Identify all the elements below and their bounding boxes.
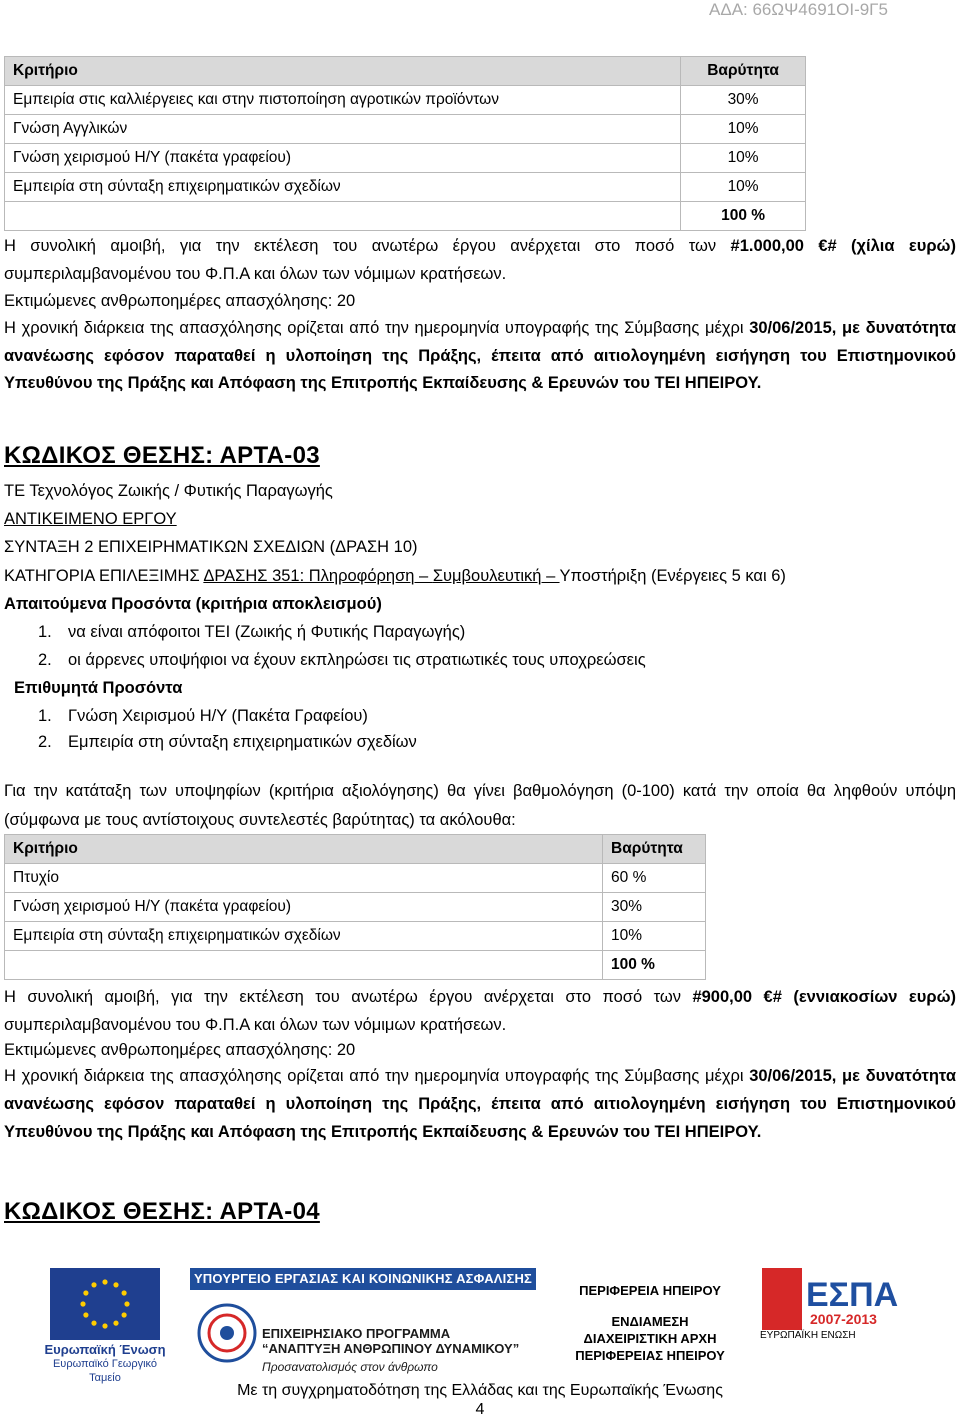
table-row <box>5 173 806 202</box>
eu-flag-background <box>50 1268 160 1340</box>
program-name: ΕΠΙΧΕΙΡΗΣΙΑΚΟ ΠΡΟΓΡΑΜΜΑ “ΑΝΑΠΤΥΞΗ ΑΝΘΡΩΠΙΝΟΥ ΔΥΝΑΜΙΚΟΥ” <box>262 1326 520 1356</box>
criterion-cell: Γνώση Αγγλικών <box>5 115 681 144</box>
espa-logo-icon <box>762 1268 912 1330</box>
eu-flag-icon <box>50 1268 160 1340</box>
eu-star <box>83 1312 88 1317</box>
weight-cell: 30% <box>681 86 806 115</box>
weight-cell: 60 % <box>603 864 706 893</box>
header-weight: Βαρύτητα <box>681 57 806 86</box>
table-row <box>5 144 806 173</box>
eu-name: Ευρωπαϊκή Ένωση <box>44 1342 166 1357</box>
payment-amount: #900,00 €# (εννιακοσίων ευρώ) <box>692 988 956 1006</box>
list-item: 1. να είναι απόφοιτοι ΤΕΙ (Ζωικής ή Φυτικής Παραγωγής) <box>38 623 466 641</box>
table-row <box>5 893 706 922</box>
ada-code: ΑΔΑ: 66ΩΨ4691ΟΙ-9Γ5 <box>709 0 888 19</box>
duration-terms: 30/06/2015, με δυνατότητα ανανέωσης εφόσον παραταθεί η υλοποίηση της Πράξης, έπειτα από αιτιολογημένη εισήγηση του Επιστημονικού Υπευθύνου της Πράξης και Απόφαση της Επιτροπής Εκπαίδευσης & Ερευνών του ΤΕΙ ΗΠΕΙΡΟΥ. <box>4 319 956 392</box>
payment-paragraph-1: Η συνολική αμοιβή, για την εκτέλεση του ανωτέρω έργου ανέρχεται στο ποσό των #1.000,00 €# (χίλια ευρώ) συμπεριλαμβανομένου του Φ.Π.Α και όλων των νόμιμων κρατήσεων. <box>4 237 956 283</box>
header-criterion: Κριτήριο <box>5 835 603 864</box>
weight-cell: 10% <box>681 173 806 202</box>
weight-cell: 10% <box>681 115 806 144</box>
table-total-row <box>5 202 806 231</box>
duration-terms: 30/06/2015, με δυνατότητα ανανέωσης εφόσον παραταθεί η υλοποίηση της Πράξης, έπειτα από αιτιολογημένη εισήγηση του Επιστημονικού Υπευθύνου της Πράξης και Απόφαση της Επιτροπής Εκπαίδευσης & Ερευνών του ΤΕΙ ΗΠΕΙΡΟΥ. <box>4 1067 956 1141</box>
table-row <box>5 922 706 951</box>
table-total-row <box>5 951 706 980</box>
specialty: ΤΕ Τεχνολόγος Ζωικής / Φυτικής Παραγωγής <box>4 482 333 500</box>
total-weight: 100 % <box>681 202 806 231</box>
eu-star <box>124 1301 129 1306</box>
table-row <box>5 86 806 115</box>
weight-cell: 10% <box>681 144 806 173</box>
header-weight: Βαρύτητα <box>603 835 706 864</box>
eu-star <box>83 1290 88 1295</box>
eu-star <box>122 1312 127 1317</box>
list-item: 1. Γνώση Χειρισμού Η/Υ (Πακέτα Γραφείου) <box>38 707 368 725</box>
eu-star <box>113 1321 118 1326</box>
table-row <box>5 115 806 144</box>
program-logo-icon <box>196 1302 258 1364</box>
espa-red-block <box>762 1268 802 1330</box>
page-number: 4 <box>475 1401 485 1418</box>
eu-fund: Ευρωπαϊκό Γεωργικό Ταμείο <box>52 1358 158 1384</box>
criteria-table-2 <box>4 834 706 980</box>
payment-amount: #1.000,00 €# (χίλια ευρώ) <box>730 237 956 255</box>
eu-star <box>91 1282 96 1287</box>
program-slogan: Προσανατολισμός στον άνθρωπο <box>262 1360 438 1374</box>
eu-star <box>80 1301 85 1306</box>
region-name: ΠΕΡΙΦΕΡΕΙΑ ΗΠΕΙΡΟΥ <box>579 1283 721 1298</box>
section-title-arta-03: ΚΩΔΙΚΟΣ ΘΕΣΗΣ: ΑΡΤΑ-03 <box>4 442 320 469</box>
table-header-row <box>5 835 706 864</box>
desired-heading: Επιθυμητά Προσόντα <box>14 679 183 697</box>
duration-paragraph-1: Η χρονική διάρκεια της απασχόλησης ορίζεται από την ημερομηνία υπογραφής της Σύμβασης μέχρι 30/06/2015, με δυνατότητα ανανέωσης εφόσον παραταθεί η υλοποίηση της Πράξης, έπειτα από αιτιολογημένη εισήγηση του Επιστημονικού Υπευθύνου της Πράξης και Απόφαση της Επιτροπής Εκπαίδευσης & Ερευνών του ΤΕΙ ΗΠΕΙΡΟΥ. <box>4 319 956 392</box>
object-text: ΣΥΝΤΑΞΗ 2 ΕΠΙΧΕΙΡΗΜΑΤΙΚΩΝ ΣΧΕΔΙΩΝ (ΔΡΑΣΗ 10) <box>4 538 418 556</box>
table-header-row <box>5 57 806 86</box>
section-title-arta-04: ΚΩΔΙΚΟΣ ΘΕΣΗΣ: ΑΡΤΑ-04 <box>4 1198 320 1225</box>
evaluation-paragraph: Για την κατάταξη των υποψηφίων (κριτήρια αξιολόγησης) θα γίνει βαθμολόγηση (0-100) κατά την οποία θα ληφθούν υπόψη (σύμφωνα με τους αντίστοιχους συντελεστές βαρύτητας) τα ακόλουθα: <box>4 782 956 829</box>
total-weight: 100 % <box>603 951 706 980</box>
criterion-cell: Γνώση χειρισμού Η/Υ (πακέτα γραφείου) <box>5 893 603 922</box>
espa-years: 2007-2013 <box>810 1311 877 1327</box>
eu-star <box>113 1282 118 1287</box>
criterion-cell: Εμπειρία στις καλλιέργειες και στην πιστοποίηση αγροτικών προϊόντων <box>5 86 681 115</box>
criterion-cell: Πτυχίο <box>5 864 603 893</box>
criterion-cell: Εμπειρία στη σύνταξη επιχειρηματικών σχεδίων <box>5 173 681 202</box>
man-days: Εκτιμώμενες ανθρωποημέρες απασχόλησης: 20 <box>4 1041 356 1059</box>
duration-paragraph-2: Η χρονική διάρκεια της απασχόλησης ορίζεται από την ημερομηνία υπογραφής της Σύμβασης μέχρι 30/06/2015, με δυνατότητα ανανέωσης εφόσον παραταθεί η υλοποίηση της Πράξης, έπειτα από αιτιολογημένη εισήγηση του Επιστημονικού Υπευθύνου της Πράξης και Απόφαση της Επιτροπής Εκπαίδευσης & Ερευνών του ΤΕΙ ΗΠΕΙΡΟΥ. <box>4 1067 956 1141</box>
criterion-cell: Γνώση χειρισμού Η/Υ (πακέτα γραφείου) <box>5 144 681 173</box>
payment-paragraph-2: Η συνολική αμοιβή, για την εκτέλεση του ανωτέρω έργου ανέρχεται στο ποσό των #900,00 €# (εννιακοσίων ευρώ) συμπεριλαμβανομένου του Φ.Π.Α και όλων των νόμιμων κρατήσεων. <box>4 988 956 1034</box>
object-heading: ΑΝΤΙΚΕΙΜΕΝΟ ΕΡΓΟΥ <box>4 510 177 528</box>
header-criterion: Κριτήριο <box>5 57 681 86</box>
program-logo-core <box>220 1326 234 1340</box>
man-days: Εκτιμώμενες ανθρωποημέρες απασχόλησης: 20 <box>4 292 356 310</box>
eu-star <box>102 1279 107 1284</box>
weight-cell: 30% <box>603 893 706 922</box>
ministry-banner: ΥΠΟΥΡΓΕΙΟ ΕΡΓΑΣΙΑΣ ΚΑΙ ΚΟΙΝΩΝΙΚΗΣ ΑΣΦΑΛΙΣΗΣ <box>190 1268 536 1290</box>
list-item: 2. οι άρρενες υποψήφιοι να έχουν εκπληρώσει τις στρατιωτικές τους υποχρεώσεις <box>38 651 646 669</box>
cofunding-text: Με τη συγχρηματοδότηση της Ελλάδας και της Ευρωπαϊκής Ένωσης <box>237 1382 723 1399</box>
eu-star <box>102 1323 107 1328</box>
weight-cell: 10% <box>603 922 706 951</box>
espa-wordmark: ΕΣΠΑ <box>806 1276 899 1314</box>
list-item: 2. Εμπειρία στη σύνταξη επιχειρηματικών σχεδίων <box>38 733 417 751</box>
table-row <box>5 864 706 893</box>
criterion-cell: Εμπειρία στη σύνταξη επιχειρηματικών σχεδίων <box>5 922 603 951</box>
managing-authority: ΠΕΡΙΦΕΡΕΙΑ ΗΠΕΙΡΟΥ ΕΝΔΙΑΜΕΣΗ ΔΙΑΧΕΙΡΙΣΤΙΚΗ ΑΡΧΗ ΠΕΡΙΦΕΡΕΙΑΣ ΗΠΕΙΡΟΥ <box>560 1282 740 1364</box>
required-heading: Απαιτούμενα Προσόντα (κριτήρια αποκλεισμού) <box>4 595 382 613</box>
eu-star <box>122 1290 127 1295</box>
espa-subtitle: ΕΥΡΩΠΑΪΚΗ ΕΝΩΣΗ <box>760 1330 856 1341</box>
eu-caption <box>40 1343 170 1385</box>
eu-star <box>91 1321 96 1326</box>
criteria-table-1 <box>4 56 806 231</box>
eligible-category: ΚΑΤΗΓΟΡΙΑ ΕΠΙΛΕΞΙΜΗΣ ΔΡΑΣΗΣ 351: Πληροφόρηση – Συμβουλευτική – Υποστήριξη (Ενέργειες 5 και 6) <box>4 567 786 585</box>
